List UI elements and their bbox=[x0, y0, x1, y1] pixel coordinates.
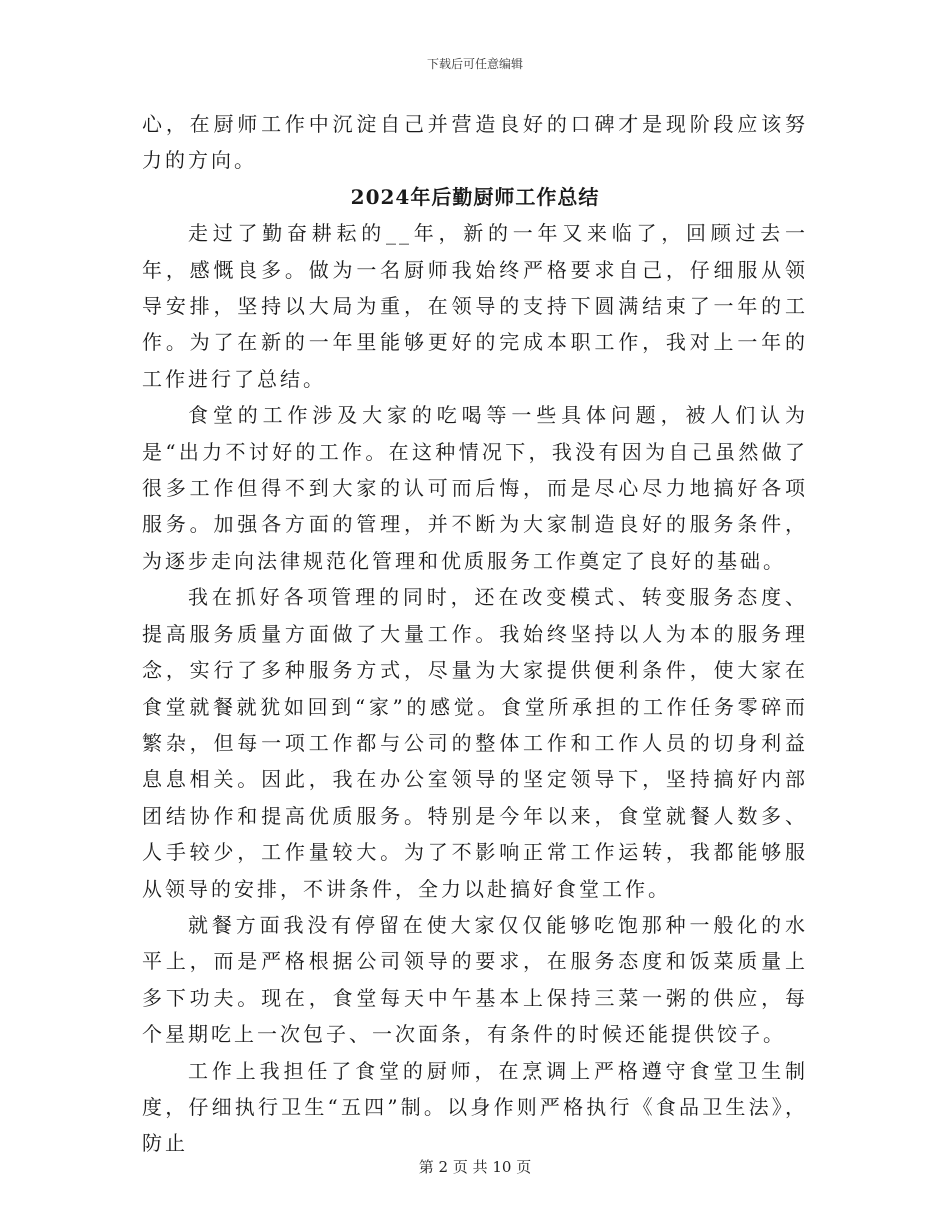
body-paragraph-3: 我在抓好各项管理的同时，还在改变模式、转变服务态度、提高服务质量方面做了大量工作。我始终坚持以人为本的服务理念，实行了多种服务方式，尽量为大家提供便利条件，使大家在食堂就餐就犹如回到“家”的感觉。食堂所承担的工作任务零碎而繁杂，但每一项工作都与公司的整体工作和工作人员的切身利益息息相关。因此，我在办公室领导的坚定领导下，坚持搞好内部团结协作和提高优质服务。特别是今年以来，食堂就餐人数多、人手较少，工作量较大。为了不影响正常工作运转，我都能够服从领导的安排，不讲条件，全力以赴搞好食堂工作。 bbox=[142, 585, 808, 901]
body-paragraph-1: 走过了勤奋耕耘的__年，新的一年又来临了，回顾过去一年，感慨良多。做为一名厨师我始终严格要求自己，仔细服从领导安排，坚持以大局为重，在领导的支持下圆满结束了一年的工作。为了在新的一年里能够更好的完成本职工作，我对上一年的工作进行了总结。 bbox=[142, 221, 808, 391]
page-number: 第 2 页 共 10 页 bbox=[418, 1158, 532, 1176]
document-title: 2024年后勤厨师工作总结 bbox=[350, 184, 600, 209]
body-paragraph-5: 工作上我担任了食堂的厨师，在烹调上严格遵守食堂卫生制度，仔细执行卫生“五四”制。以身作则严格执行《食品卫生法》，防止 bbox=[142, 1058, 808, 1156]
page-header-note: 下载后可任意编辑 bbox=[426, 57, 523, 71]
body-paragraph-4: 就餐方面我没有停留在使大家仅仅能够吃饱那种一般化的水平上，而是严格根据公司领导的要求，在服务态度和饭菜质量上多下功夫。现在，食堂每天中午基本上保持三菜一粥的供应，每个星期吃上一次包子、一次面条，有条件的时候还能提供饺子。 bbox=[142, 912, 808, 1047]
document-body bbox=[142, 106, 808, 1162]
intro-paragraph: 心，在厨师工作中沉淀自己并营造良好的口碑才是现阶段应该努力的方向。 bbox=[142, 112, 808, 173]
body-paragraph-2: 食堂的工作涉及大家的吃喝等一些具体问题，被人们认为是“出力不讨好的工作。在这种情况下，我没有因为自己虽然做了很多工作但得不到大家的认可而后悔，而是尽心尽力地搞好各项服务。加强各方面的管理，并不断为大家制造良好的服务条件，为逐步走向法律规范化管理和优质服务工作奠定了良好的基础。 bbox=[142, 403, 808, 573]
